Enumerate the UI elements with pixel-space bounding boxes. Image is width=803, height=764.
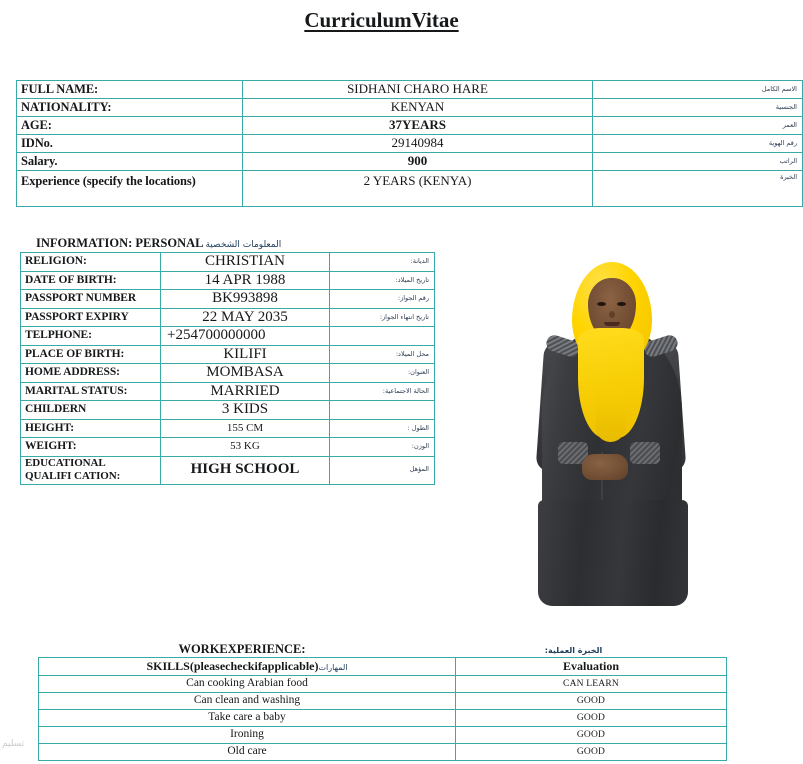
personal-information-heading-en: INFORMATION: PERSONAL	[36, 236, 204, 250]
field-label-experience: Experience (specify the locations)	[17, 171, 243, 207]
field-value-passport-number: BK993898	[161, 290, 330, 309]
skill-evaluation-old-care: GOOD	[456, 744, 727, 761]
column-header-skills	[39, 658, 456, 676]
field-value-nationality: KENYAN	[243, 99, 593, 117]
field-value-id-number: 29140984	[243, 135, 593, 153]
applicant-photo	[520, 250, 760, 630]
table-row	[17, 135, 803, 153]
skill-name-baby-care: Take care a baby	[39, 710, 456, 727]
field-value-educational-qualification: HIGH SCHOOL	[161, 456, 330, 484]
field-value-religion: CHRISTIAN	[161, 253, 330, 272]
field-value-salary: 900	[243, 153, 593, 171]
table-row	[21, 456, 435, 484]
skill-evaluation-cooking: CAN LEARN	[456, 676, 727, 693]
field-value-marital-status: MARRIED	[161, 382, 330, 401]
field-label-educational-qualification-line2: QUALIFI CATION:	[25, 470, 121, 482]
photo-abaya-skirt	[538, 500, 688, 606]
table-row	[21, 401, 435, 420]
personal-information-heading-ar: المعلومات الشخصية	[205, 240, 282, 250]
field-arabic-children	[330, 401, 435, 420]
field-arabic-passport-number: رقم الجواز:	[330, 290, 435, 309]
field-label-passport-expiry: PASSPORT EXPIRY	[21, 308, 161, 327]
field-value-weight: 53 KG	[161, 438, 330, 457]
field-label-place-of-birth: PLACE OF BIRTH:	[21, 345, 161, 364]
field-label-age: AGE:	[17, 117, 243, 135]
field-label-children: CHILDERN	[21, 401, 161, 420]
field-arabic-home-address: العنوان:	[330, 364, 435, 383]
field-value-experience: 2 YEARS (KENYA)	[243, 171, 593, 207]
field-arabic-experience: الخبرة	[593, 171, 803, 207]
field-arabic-full-name: الاسم الكامل	[593, 81, 803, 99]
field-label-home-address: HOME ADDRESS:	[21, 364, 161, 383]
table-row	[17, 171, 803, 207]
field-arabic-religion: الديانة:	[330, 253, 435, 272]
skills-table	[38, 657, 727, 761]
table-row	[17, 117, 803, 135]
table-row	[21, 271, 435, 290]
photo-hands	[582, 454, 628, 480]
table-row	[17, 99, 803, 117]
skills-table-body	[39, 658, 727, 761]
field-value-place-of-birth: KILIFI	[161, 345, 330, 364]
field-arabic-height: الطول :	[330, 419, 435, 438]
table-row	[39, 727, 727, 744]
field-arabic-salary: الراتب	[593, 153, 803, 171]
table-row	[21, 308, 435, 327]
photo-eye-right	[617, 302, 626, 306]
field-arabic-age: العمر	[593, 117, 803, 135]
field-arabic-date-of-birth: تاريخ الميلاد:	[330, 271, 435, 290]
photo-cuff-right	[630, 442, 660, 464]
work-experience-heading-ar: الخبرة العملية:	[544, 646, 603, 655]
work-experience-heading-en: WORKEXPERIENCE:	[178, 642, 306, 656]
applicant-summary-table	[16, 80, 803, 207]
table-row	[21, 364, 435, 383]
field-arabic-passport-expiry: تاريخ انتهاء الجواز:	[330, 308, 435, 327]
field-value-height: 155 CM	[161, 419, 330, 438]
field-value-telephone: +254700000000	[161, 327, 330, 346]
field-label-religion: RELIGION:	[21, 253, 161, 272]
skill-name-cooking: Can cooking Arabian food	[39, 676, 456, 693]
table-row	[39, 693, 727, 710]
table-row	[21, 253, 435, 272]
field-value-passport-expiry: 22 MAY 2035	[161, 308, 330, 327]
field-label-educational-qualification	[21, 456, 161, 484]
field-label-nationality: NATIONALITY:	[17, 99, 243, 117]
field-label-telephone: TELPHONE:	[21, 327, 161, 346]
personal-information-heading	[36, 236, 281, 251]
field-label-salary: Salary.	[17, 153, 243, 171]
field-label-educational-qualification-line1: EDUCATIONAL	[25, 457, 106, 470]
field-arabic-telephone	[330, 327, 435, 346]
personal-information-body	[21, 253, 435, 485]
table-row	[21, 382, 435, 401]
column-header-skills-ar: المهارات	[318, 662, 348, 672]
skill-name-cleaning: Can clean and washing	[39, 693, 456, 710]
field-label-date-of-birth: DATE OF BIRTH:	[21, 271, 161, 290]
field-arabic-weight: الوزن:	[330, 438, 435, 457]
skill-evaluation-baby-care: GOOD	[456, 710, 727, 727]
photo-mouth	[604, 322, 620, 326]
table-row	[39, 744, 727, 761]
field-arabic-nationality: الجنسية	[593, 99, 803, 117]
field-label-marital-status: MARITAL STATUS:	[21, 382, 161, 401]
table-row	[21, 419, 435, 438]
applicant-photo-figure	[520, 250, 760, 630]
skill-name-ironing: Ironing	[39, 727, 456, 744]
photo-nose	[609, 311, 615, 318]
table-row	[39, 710, 727, 727]
page-title: CurriculumVitae	[304, 8, 459, 32]
table-row	[17, 81, 803, 99]
field-value-age: 37YEARS	[243, 117, 593, 135]
table-row	[21, 327, 435, 346]
table-row	[17, 153, 803, 171]
table-row	[21, 438, 435, 457]
table-header-row	[39, 658, 727, 676]
photo-eye-left	[597, 302, 606, 306]
field-arabic-educational-qualification: المؤهل	[330, 456, 435, 484]
column-header-skills-en: SKILLS(pleasecheckifapplicable)	[146, 658, 319, 673]
field-value-full-name: SIDHANI CHARO HARE	[243, 81, 593, 99]
personal-information-table	[20, 252, 435, 485]
field-label-height: HEIGHT:	[21, 419, 161, 438]
field-value-date-of-birth: 14 APR 1988	[161, 271, 330, 290]
work-experience-heading	[38, 642, 708, 657]
field-value-children: 3 KIDS	[161, 401, 330, 420]
field-arabic-marital-status: الحالة الاجتماعية:	[330, 382, 435, 401]
field-arabic-id-number: رقم الهوية	[593, 135, 803, 153]
field-arabic-place-of-birth: محل الميلاد:	[330, 345, 435, 364]
skill-evaluation-cleaning: GOOD	[456, 693, 727, 710]
applicant-summary-body	[17, 81, 803, 207]
column-header-evaluation: Evaluation	[456, 658, 727, 676]
field-label-weight: WEIGHT:	[21, 438, 161, 457]
field-label-full-name: FULL NAME:	[17, 81, 243, 99]
field-label-id-number: IDNo.	[17, 135, 243, 153]
skill-name-old-care: Old care	[39, 744, 456, 761]
table-row	[21, 290, 435, 309]
page-watermark: تسليم	[2, 739, 25, 749]
photo-hijab-tail	[595, 389, 628, 442]
skill-evaluation-ironing: GOOD	[456, 727, 727, 744]
field-value-home-address: MOMBASA	[161, 364, 330, 383]
table-row	[21, 345, 435, 364]
field-label-passport-number: PASSPORT NUMBER	[21, 290, 161, 309]
table-row	[39, 676, 727, 693]
